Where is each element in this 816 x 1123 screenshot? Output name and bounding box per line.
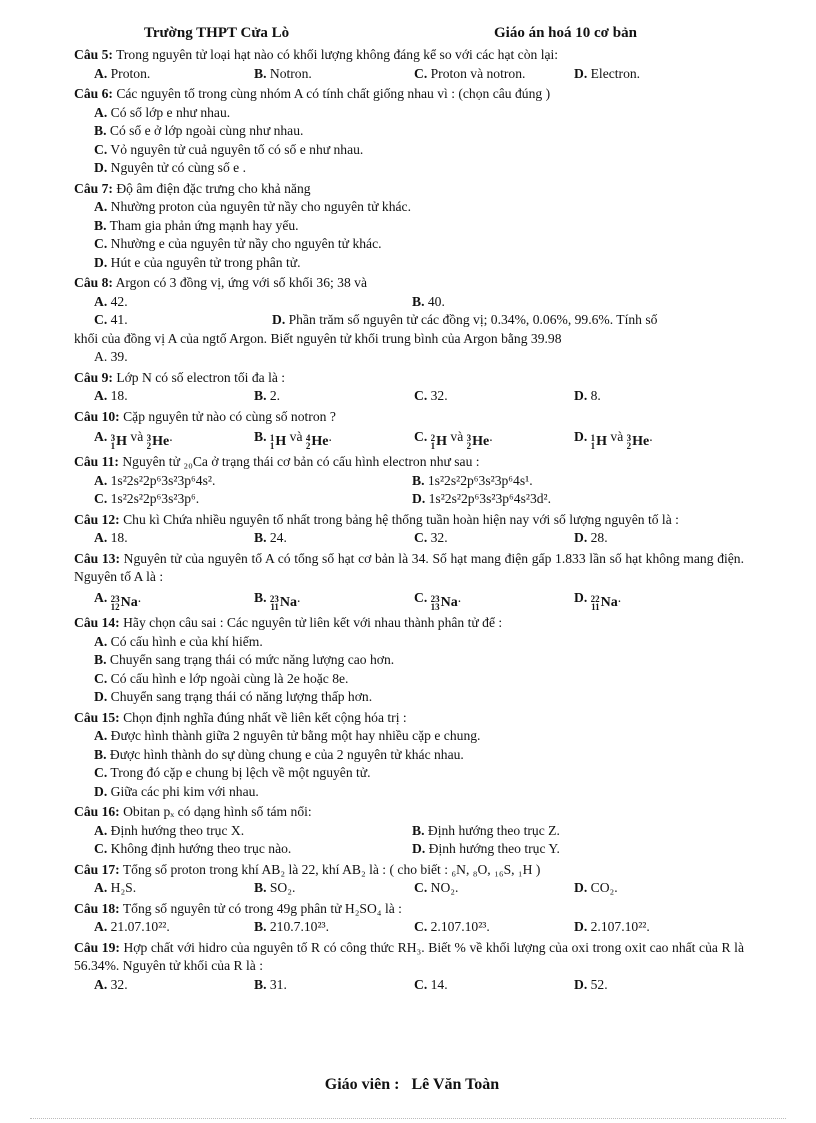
option-c: C. Có cấu hình e lớp ngoài cùng là 2e hoặc 8e. <box>94 670 349 686</box>
option-d: D. Nguyên tử có cùng số e . <box>94 160 246 175</box>
option-c: C. 14. <box>414 976 448 992</box>
option-d: D. 52. <box>574 976 608 992</box>
option-a: A. 42. <box>94 293 128 309</box>
option-d: D. 8. <box>574 388 601 403</box>
nuclide-na: 23 11 Na <box>269 593 297 612</box>
question-text: Argon có 3 đồng vị, ứng với số khối 36; 38 và <box>115 275 367 290</box>
question-label: Câu 6: <box>74 86 113 101</box>
question-16 <box>74 803 744 859</box>
school-name: Trường THPT Cửa Lò <box>144 25 290 41</box>
page-bottom-rule <box>30 1118 786 1119</box>
question-12 <box>74 511 744 548</box>
page-header <box>74 24 744 44</box>
option-b: B. Có số e ở lớp ngoài cùng như nhau. <box>94 123 304 138</box>
question-text: Tổng số proton trong khí AB₂ là 22, khí AB₂ là : ( cho biết : ₆N, ₈O, ₁₆S, ₁H ) <box>122 861 541 877</box>
option-a: A. Được hình thành giữa 2 nguyên tử bằng một hay nhiều cặp e chung. <box>94 728 481 743</box>
question-text: Các nguyên tố trong cùng nhóm A có tính chất giống nhau vì : (chọn câu đúng ) <box>116 86 551 101</box>
option-a: A. 3 1 H và 3 2 He . <box>94 429 173 451</box>
option-c: C. 23 13 Na . <box>414 589 462 612</box>
question-label: Câu 9: <box>74 369 113 385</box>
question-continuation: khối của đồng vị A của ngtố Argon. Biết nguyên tử khối trung bình của Argon bằng 39.98 <box>74 330 562 346</box>
option-d: D. CO₂. <box>574 880 618 895</box>
question-text: Chọn định nghĩa đúng nhất về liên kết cộng hóa trị : <box>123 709 407 725</box>
option-c: C. Proton và notron. <box>414 65 526 81</box>
option-c: C. 41. <box>94 312 128 327</box>
question-text: Hợp chất với hidro của nguyên tố R có công thức RH₃. Biết % về khối lượng của oxi trong oxit cao nhất của R là 56.34%. Nguyên tử khối của R là : <box>74 939 744 973</box>
question-label: Câu 17: <box>74 861 120 877</box>
question-text: Chu kì Chứa nhiều nguyên tố nhất trong bảng hệ thống tuần hoàn hiện nay với số lượng nguyên tố là : <box>123 511 679 527</box>
option-d: D. Hút e của nguyên tử trong phân tử. <box>94 254 301 270</box>
question-label: Câu 14: <box>74 615 120 630</box>
option-b: B. Notron. <box>254 65 312 81</box>
option-a: A. 32. <box>94 976 128 992</box>
option-b: B. 1s²2s²2p⁶3s²3p⁶4s¹. <box>412 472 533 488</box>
option-b: B. 23 11 Na . <box>254 589 301 612</box>
teacher-signature <box>0 1076 816 1094</box>
teacher-label: Giáo viên : <box>324 1076 400 1093</box>
nuclide-na: 22 11 Na <box>590 593 618 612</box>
question-text: Nguyên tử của nguyên tố A có tổng số hạt cơ bản là 34. Số hạt mang điện gấp 1.833 lần số hạt không mang điện. Nguyên tố A là : <box>74 550 744 585</box>
nuclide-he4: 4 2 He <box>305 433 329 451</box>
option-d: D. Định hướng theo trục Y. <box>412 841 560 856</box>
option-d: D. 1s²2s²2p⁶3s²3p⁶4s²3d². <box>412 491 552 507</box>
option-b: B. 1 1 H và 4 2 He . <box>254 429 332 451</box>
option-c: C. 2 1 H và 3 2 He . <box>414 429 493 451</box>
option-d: D. Electron. <box>574 65 641 81</box>
question-19 <box>74 939 744 995</box>
question-text: Obitan pₓ có dạng hình số tám nổi: <box>123 804 312 819</box>
option-a: A. 23 12 Na . <box>94 589 142 612</box>
question-18 <box>74 900 744 937</box>
option-a: A. Định hướng theo trục X. <box>94 822 245 838</box>
question-10 <box>74 408 744 452</box>
option-b: B. Định hướng theo trục Z. <box>412 822 560 838</box>
question-text: Độ âm điện đặc trưng cho khả năng <box>116 180 311 196</box>
question-text: Nguyên tử ₂₀Ca ở trạng thái cơ bản có cấu hình electron như sau : <box>122 454 480 470</box>
option-c: C. 2.107.10²³. <box>414 919 490 934</box>
question-8 <box>74 274 744 367</box>
question-label: Câu 12: <box>74 511 120 527</box>
nuclide-na: 23 13 Na <box>430 593 458 612</box>
question-11 <box>74 453 744 509</box>
option-a: A. 21.07.10²². <box>94 919 170 934</box>
option-c: C. 1s²2s²2p⁶3s²3p⁶. <box>94 491 200 507</box>
option-a: A. 18. <box>94 530 128 546</box>
question-label: Câu 19: <box>74 939 120 955</box>
question-13 <box>74 550 744 612</box>
nuclide-h3: 3 1 H <box>110 433 128 451</box>
option-b: B. Được hình thành do sự dùng chung e của 2 nguyên tử khác nhau. <box>94 746 464 762</box>
option-b: B. Tham gia phản ứng mạnh hay yếu. <box>94 217 299 233</box>
question-5 <box>74 46 744 83</box>
question-text: Hãy chọn câu sai : Các nguyên tử liên kết với nhau thành phân tử để : <box>123 615 503 630</box>
option-d: D. 22 11 Na . <box>574 589 622 612</box>
option-b: B. 210.7.10²³. <box>254 919 330 934</box>
nuclide-na: 23 12 Na <box>110 593 138 612</box>
option-d: D. 2.107.10²². <box>574 919 650 934</box>
question-label: Câu 8: <box>74 275 113 290</box>
question-label: Câu 16: <box>74 804 120 819</box>
question-14 <box>74 614 744 707</box>
option-b: B. SO₂. <box>254 880 296 895</box>
option-c: C. Nhường e của nguyên tử nầy cho nguyên tử khác. <box>94 236 382 251</box>
option-c: C. Vỏ nguyên tử cuả nguyên tố có số e như nhau. <box>94 141 364 157</box>
option-a: A. Có cấu hình e của khí hiếm. <box>94 633 263 649</box>
nuclide-he3: 3 2 He <box>146 433 170 451</box>
question-9 <box>74 369 744 406</box>
option-a: A. 18. <box>94 388 128 403</box>
option-c: C. 32. <box>414 530 448 546</box>
option-a: A. Proton. <box>94 65 151 81</box>
question-label: Câu 10: <box>74 408 120 424</box>
option-a: A. Nhường proton của nguyên tử nầy cho nguyên tử khác. <box>94 199 411 214</box>
question-label: Câu 11: <box>74 454 119 470</box>
nuclide-he3: 3 2 He <box>626 433 650 451</box>
option-d: D. 1 1 H và 3 2 He . <box>574 429 653 451</box>
option-a: A. 1s²2s²2p⁶3s²3p⁶4s². <box>94 472 216 488</box>
option-c: C. 32. <box>414 388 448 403</box>
option-d: D. Giữa các phi kim với nhau. <box>94 783 259 799</box>
option-a: A. Có số lớp e như nhau. <box>94 104 231 120</box>
question-label: Câu 7: <box>74 180 113 196</box>
question-label: Câu 15: <box>74 709 120 725</box>
question-6 <box>74 85 744 178</box>
question-label: Câu 5: <box>74 47 113 62</box>
question-text: Tổng số nguyên tử có trong 49g phân tử H₂SO₄ là : <box>122 900 402 916</box>
nuclide-he3: 3 2 He <box>466 433 490 451</box>
option-d: D. Phần trăm số nguyên tử các đồng vị; 0.34%, 0.06%, 99.6%. Tính số <box>272 312 658 327</box>
teacher-name: Lê Văn Toàn <box>411 1076 500 1093</box>
question-text: Cặp nguyên tử nào có cùng số notron ? <box>123 408 336 424</box>
option-b: B. 40. <box>412 293 445 309</box>
option-c: C. Trong đó cặp e chung bị lệch về một nguyên tử. <box>94 765 371 780</box>
nuclide-h2: 2 1 H <box>430 433 448 451</box>
question-17 <box>74 861 744 898</box>
question-text: Trong nguyên tử loại hạt nào có khối lượng không đáng kể so với các hạt còn lại: <box>116 47 559 62</box>
question-7 <box>74 180 744 273</box>
option-b: B. 31. <box>254 976 287 992</box>
extra-option: A. 39. <box>94 349 128 364</box>
question-15 <box>74 709 744 802</box>
option-c: C. Không định hướng theo trục nào. <box>94 841 292 856</box>
nuclide-h1: 1 1 H <box>269 433 287 451</box>
option-b: B. Chuyển sang trạng thái có mức năng lượng cao hơn. <box>94 652 395 667</box>
worksheet-page <box>74 24 744 994</box>
option-d: D. Chuyển sang trạng thái có năng lượng thấp hơn. <box>94 689 373 704</box>
subject-title: Giáo án hoá 10 cơ bản <box>494 25 637 41</box>
option-c: C. NO₂. <box>414 880 459 895</box>
option-b: B. 24. <box>254 530 287 546</box>
question-text: Lớp N có số electron tối đa là : <box>116 369 286 385</box>
nuclide-h1: 1 1 H <box>590 433 608 451</box>
option-b: B. 2. <box>254 388 281 403</box>
question-label: Câu 18: <box>74 900 120 916</box>
option-a: A. H₂S. <box>94 880 137 895</box>
question-label: Câu 13: <box>74 550 120 566</box>
option-d: D. 28. <box>574 530 608 546</box>
